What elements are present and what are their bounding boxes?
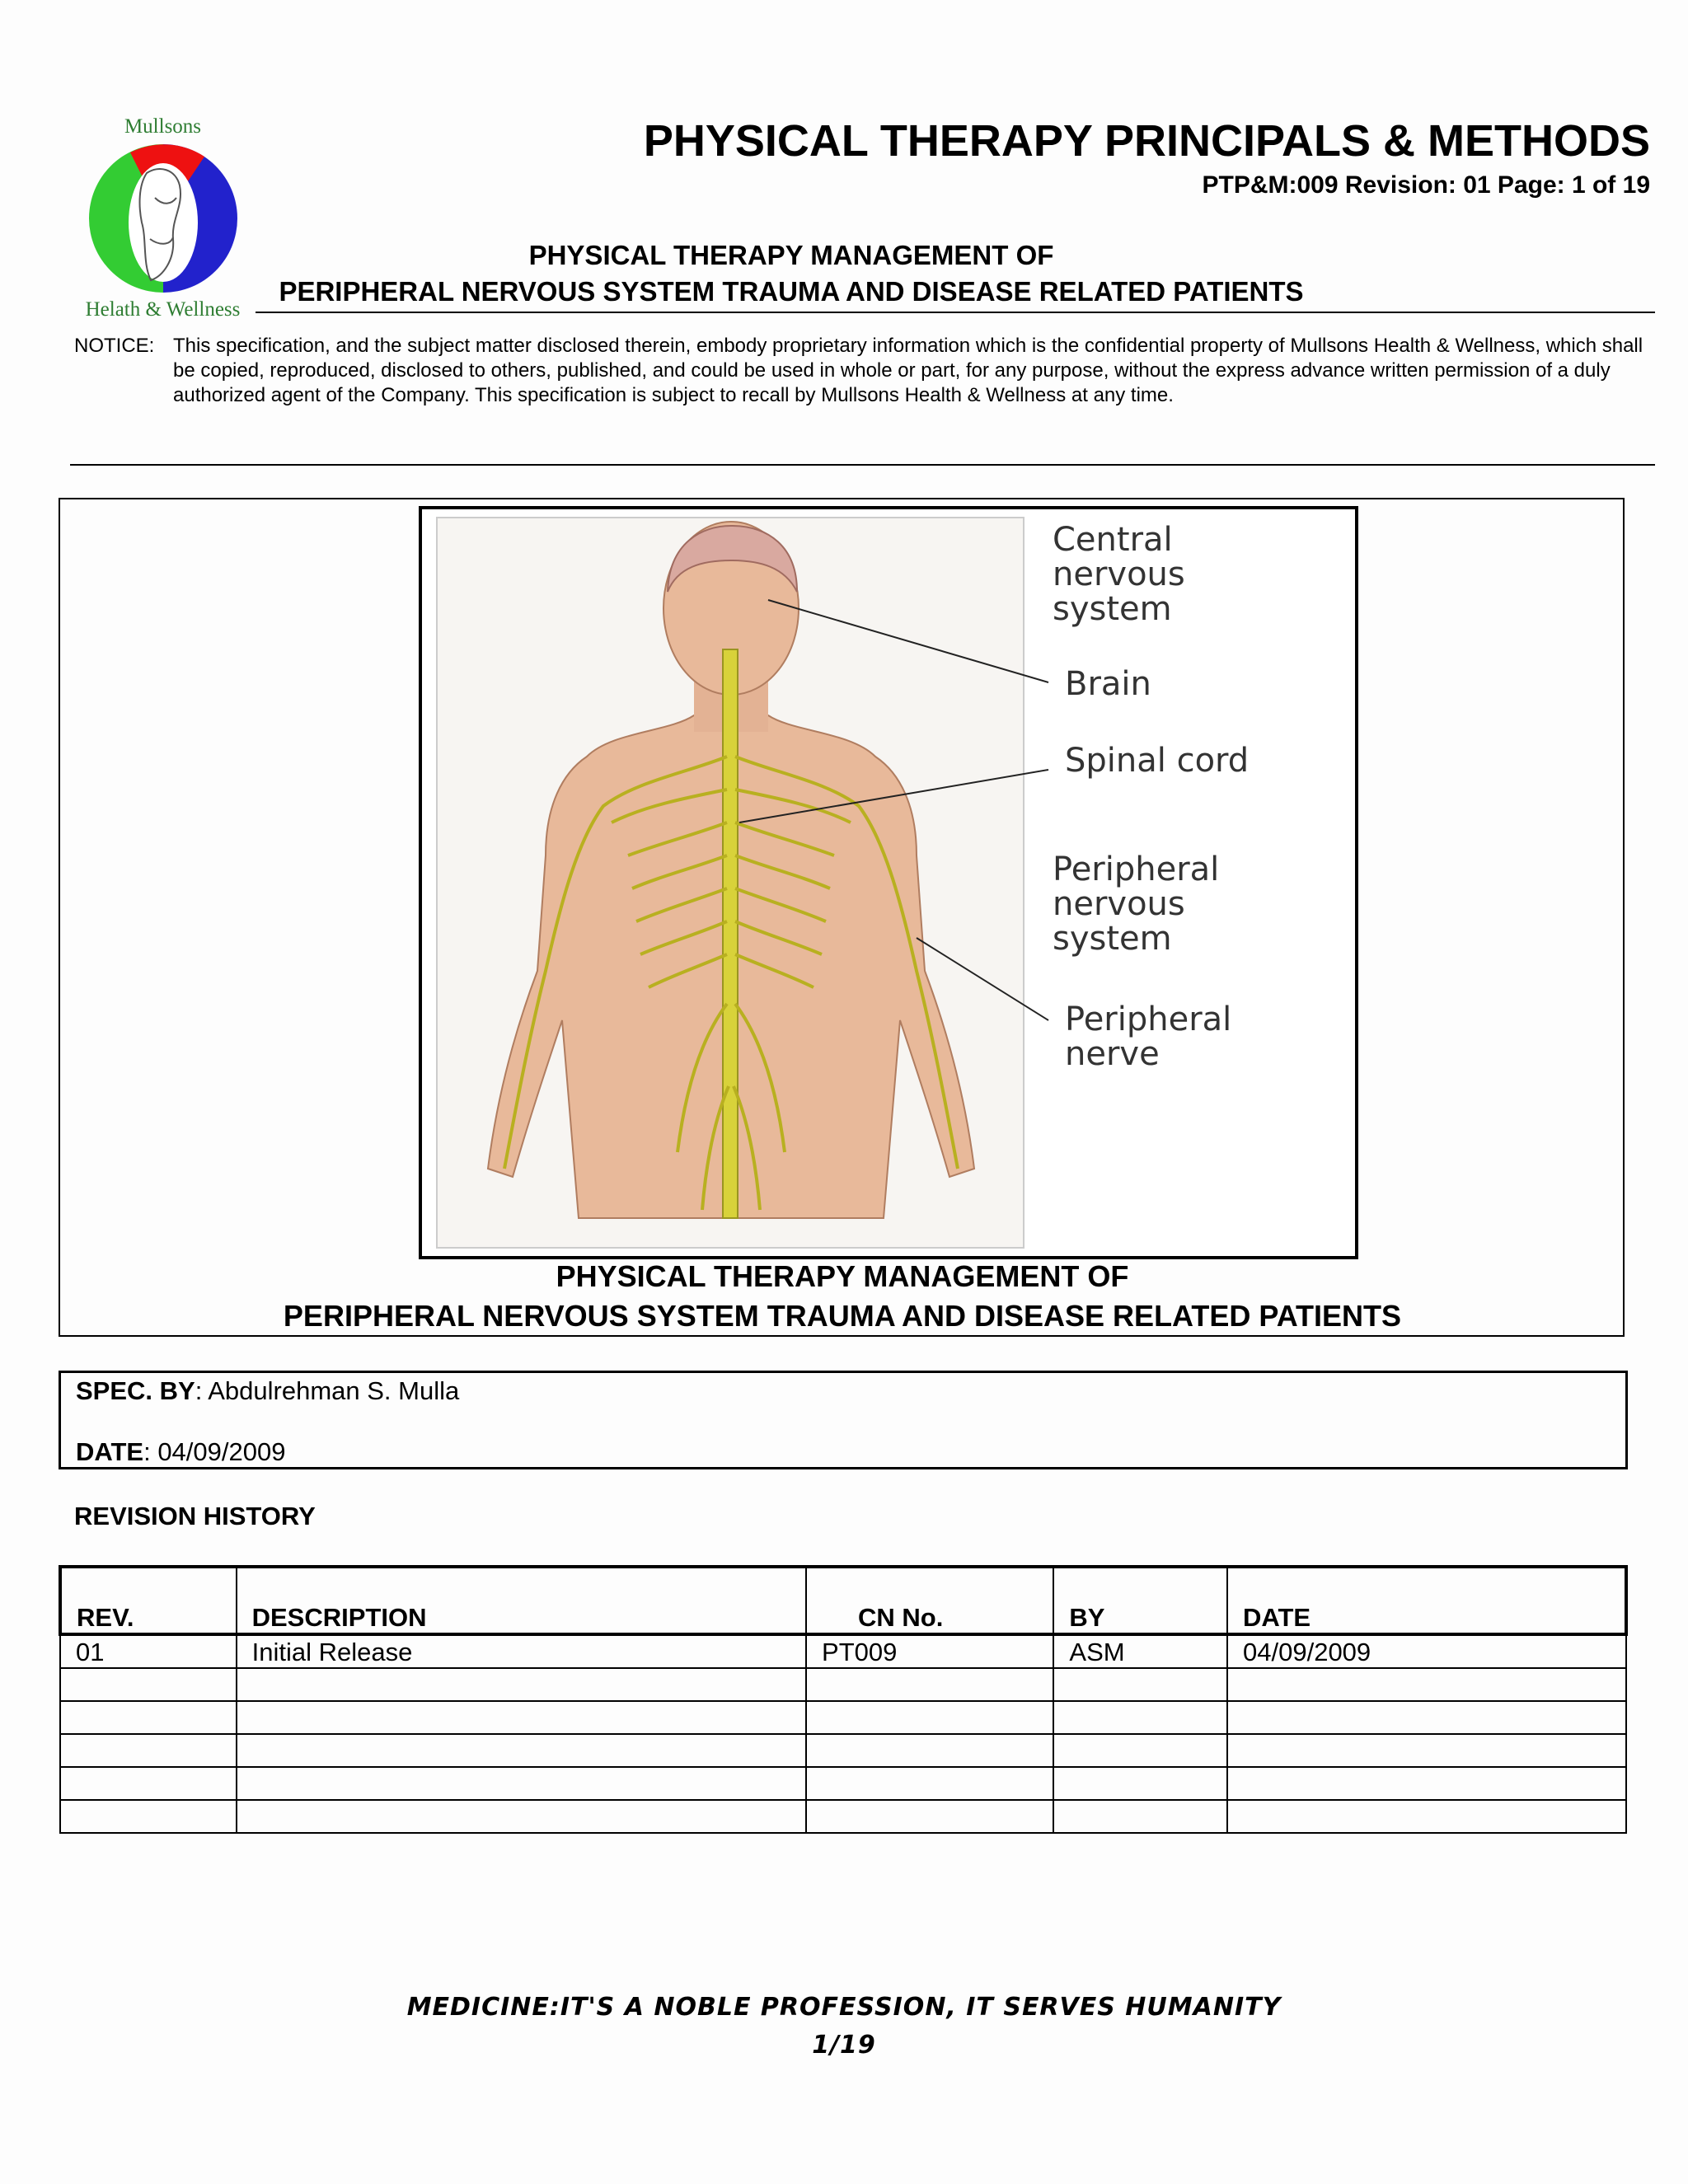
cell-by [1053,1701,1227,1734]
cell-by [1053,1734,1227,1767]
figure-caption-line-1: PHYSICAL THERAPY MANAGEMENT OF [556,1259,1129,1293]
spec-by-line [76,1376,459,1406]
col-description: DESCRIPTION [237,1567,806,1634]
figure-caption [59,1257,1625,1336]
cell-by [1053,1767,1227,1800]
cell-cn-no [806,1734,1053,1767]
cell-date [1227,1800,1626,1833]
cell-cn-no [806,1800,1053,1833]
cell-rev [60,1668,237,1701]
spec-date-line [76,1437,285,1467]
cell-rev [60,1800,237,1833]
cell-by [1053,1668,1227,1701]
label-peripheral-nerve-2: nerve [1065,1035,1160,1073]
table-row [60,1800,1626,1833]
logo-bottom-text: Helath & Wellness [85,298,241,321]
subtitle-line-2: PERIPHERAL NERVOUS SYSTEM TRAUMA AND DISEASE RELATED PATIENTS [279,276,1304,307]
cell-date [1227,1767,1626,1800]
label-cns-2: nervous [1053,555,1185,593]
cell-by: ASM [1053,1634,1227,1668]
header-rule [256,312,1655,313]
cell-description [237,1767,806,1800]
spec-by-label: SPEC. BY [76,1376,195,1405]
cell-description [237,1734,806,1767]
notice-text: This specification, and the subject matter disclosed therein, embody proprietary information which is the confidential property of Mullsons Health & Wellness, which shall be copied, reproduced, disclosed to others, published, and could be used in whole or part, for any purpose, without the express advance written permission of a duly authorized agent of the Company. This specification is subject to recall by Mullsons Health & Wellness at any time. [173,335,1643,406]
footer-page-number: 1/19 [812,2031,876,2060]
notice-rule [70,464,1655,466]
cell-rev [60,1767,237,1800]
logo-emblem [81,140,246,297]
col-by: BY [1053,1567,1227,1634]
label-cns-1: Central [1053,521,1173,559]
cell-date [1227,1701,1626,1734]
label-pns-3: system [1053,920,1172,958]
subtitle-line-1: PHYSICAL THERAPY MANAGEMENT OF [528,240,1054,270]
cell-cn-no [806,1767,1053,1800]
document-title: PHYSICAL THERAPY PRINCIPALS & METHODS [643,116,1650,166]
cell-cn-no [806,1668,1053,1701]
label-peripheral-nerve-1: Peripheral [1065,1001,1232,1038]
anatomy-illustration [422,509,1355,1256]
figure-caption-line-2: PERIPHERAL NERVOUS SYSTEM TRAUMA AND DISEASE RELATED PATIENTS [283,1299,1402,1333]
spec-date-value: : 04/09/2009 [143,1437,286,1466]
revision-history-heading: REVISION HISTORY [74,1502,316,1530]
cell-cn-no: PT009 [806,1634,1053,1668]
table-row [60,1634,1626,1668]
col-date: DATE [1227,1567,1626,1634]
cell-rev [60,1701,237,1734]
spec-by-value: : Abdulrehman S. Mulla [195,1376,460,1405]
cell-rev: 01 [60,1634,237,1668]
footer-motto: MEDICINE:IT'S A NOBLE PROFESSION, IT SERVES HUMANITY [406,1993,1282,2022]
col-cn-no: CN No. [806,1567,1053,1634]
cell-description [237,1701,806,1734]
document-reference: PTP&M:009 Revision: 01 Page: 1 of 19 [1202,171,1650,199]
col-rev: REV. [60,1567,237,1634]
confidentiality-notice [74,334,1648,408]
label-cns-3: system [1053,590,1172,628]
notice-label: NOTICE: [74,335,155,357]
cell-description [237,1668,806,1701]
cell-rev [60,1734,237,1767]
cell-description: Initial Release [237,1634,806,1668]
cell-date [1227,1668,1626,1701]
label-spinal-cord: Spinal cord [1065,742,1250,780]
label-pns-1: Peripheral [1053,851,1220,888]
nervous-system-illustration [419,506,1358,1259]
table-header-row [60,1567,1626,1634]
cell-date [1227,1734,1626,1767]
logo-top-text: Mullsons [124,115,202,138]
revision-history-table [59,1565,1628,1834]
cell-by [1053,1800,1227,1833]
company-logo [74,115,251,326]
cell-date: 04/09/2009 [1227,1634,1626,1668]
cell-description [237,1800,806,1833]
table-row [60,1734,1626,1767]
spec-info-box [59,1371,1628,1469]
spec-date-label: DATE [76,1437,144,1466]
table-row [60,1668,1626,1701]
label-brain: Brain [1065,665,1151,703]
table-row [60,1767,1626,1800]
cell-cn-no [806,1701,1053,1734]
table-row [60,1701,1626,1734]
label-pns-2: nervous [1053,885,1185,923]
